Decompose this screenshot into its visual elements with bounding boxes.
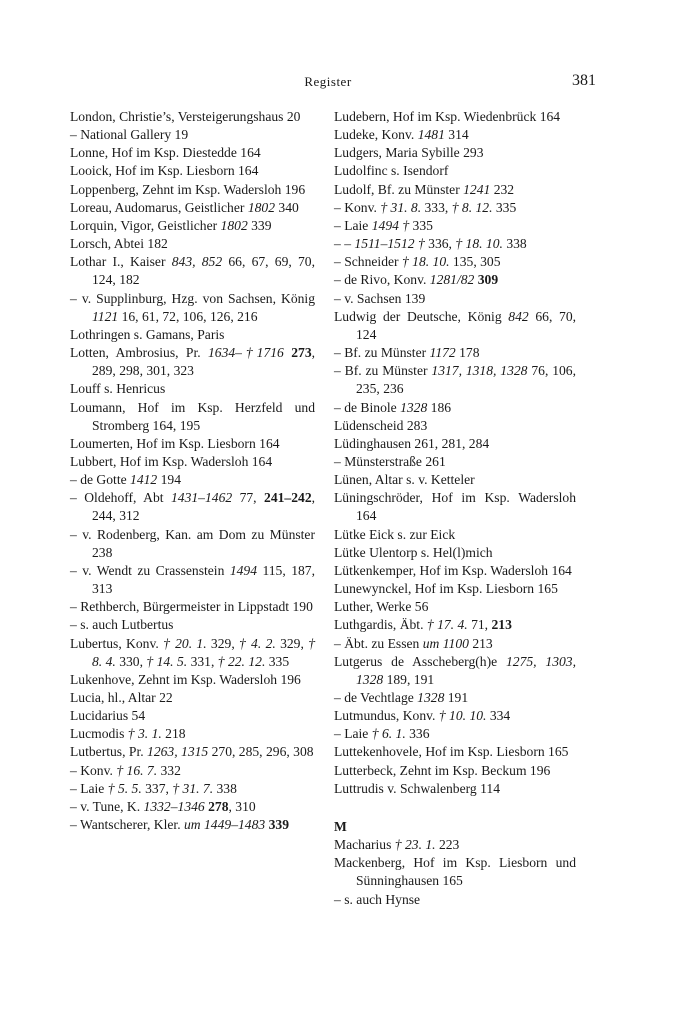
index-entry: Macharius † 23. 1. 223 — [334, 837, 460, 853]
index-entry: Lothringen s. Gamans, Paris — [70, 326, 225, 342]
index-entry: Mackenberg, Hof im Ksp. Liesborn und Sünninghausen 165 — [334, 855, 576, 889]
index-entry: – Bf. zu Münster 1317, 1318, 1328 76, 106, 235, 236 — [334, 363, 576, 397]
index-entry: Lonne, Hof im Ksp. Diestedde 164 — [70, 145, 261, 161]
index-entry: Loumerten, Hof im Ksp. Liesborn 164 — [70, 435, 280, 451]
index-entry: Lukenhove, Zehnt im Ksp. Wadersloh 196 — [70, 671, 301, 687]
index-entry: Lüdinghausen 261, 281, 284 — [334, 435, 490, 451]
index-entry: Ludolf, Bf. zu Münster 1241 232 — [334, 181, 515, 197]
index-entry: Lorquin, Vigor, Geistlicher 1802 339 — [70, 217, 272, 233]
index-entry: Luther, Werke 56 — [334, 599, 429, 615]
index-column-right — [334, 108, 576, 909]
index-entry: Lotten, Ambrosius, Pr. 1634–†1716 273, 289, 298, 301, 323 — [70, 345, 316, 379]
index-entry: Lucmodis † 3. 1. 218 — [70, 726, 186, 742]
index-entry: – Rethberch, Bürgermeister in Lippstadt 190 — [70, 599, 313, 615]
index-entry: Ludolfinc s. Isendorf — [334, 163, 449, 179]
index-entry: Lutterbeck, Zehnt im Ksp. Beckum 196 — [334, 762, 551, 778]
index-entry: – Münsterstraße 261 — [334, 453, 446, 469]
index-entry: Lorsch, Abtei 182 — [70, 236, 168, 252]
index-entry: Lucidarius 54 — [70, 708, 146, 724]
index-entry: Lubbert, Hof im Ksp. Wadersloh 164 — [70, 453, 273, 469]
index-entry: – de Rivo, Konv. 1281/82 309 — [334, 272, 499, 288]
index-entry: – v. Rodenberg, Kan. am Dom zu Münster 238 — [70, 526, 315, 560]
index-entry: – Äbt. zu Essen um 1100 213 — [334, 635, 493, 651]
index-entry: Lüdenscheid 283 — [334, 417, 428, 433]
page-number: 381 — [572, 72, 596, 89]
running-head — [0, 72, 700, 92]
index-entry: – de Vechtlage 1328 191 — [334, 690, 469, 705]
index-entry: – Bf. zu Münster 1172 178 — [334, 345, 480, 361]
index-entry: – s. auch Lutbertus — [70, 617, 174, 633]
index-entry: London, Christie’s, Versteigerungshaus 20 — [70, 109, 301, 124]
index-entry: Looick, Hof im Ksp. Liesborn 164 — [70, 163, 259, 179]
index-entry: Lutmundus, Konv. † 10. 10. 334 — [334, 708, 511, 724]
index-entry: – Laie † 6. 1. 336 — [334, 726, 430, 742]
index-entry: Lünen, Altar s. v. Ketteler — [334, 472, 475, 488]
index-entry: – v. Wendt zu Crassenstein 1494 115, 187, 313 — [70, 562, 315, 597]
running-head-title: Register — [304, 74, 352, 89]
index-entry: Ludwig der Deutsche, König 842 66, 70, 124 — [334, 308, 577, 342]
index-column-left — [70, 108, 315, 834]
section-letter: M — [334, 818, 347, 834]
index-entry: Lütkenkemper, Hof im Ksp. Wadersloh 164 — [334, 562, 572, 578]
index-entry: Lunewynckel, Hof im Ksp. Liesborn 165 — [334, 581, 558, 597]
index-entry: – Laie † 5. 5. 337, † 31. 7. 338 — [70, 780, 237, 796]
index-entry: Lothar I., Kaiser 843, 852 66, 67, 69, 70, 124, 182 — [70, 254, 315, 288]
index-entry: Lubertus, Konv. † 20. 1. 329, † 4. 2. 329, † 8. 4. 330, † 14. 5. 331, † 22. 12. 335 — [70, 635, 315, 669]
index-entry: – Konv. † 16. 7. 332 — [70, 762, 181, 778]
index-entry: Luttrudis v. Schwalenberg 114 — [334, 780, 500, 796]
index-entry: – Wantscherer, Kler. um 1449–1483 339 — [70, 817, 289, 833]
index-entry: Loreau, Audomarus, Geistlicher 1802 340 — [70, 199, 299, 215]
index-entry: Ludgers, Maria Sybille 293 — [334, 145, 484, 161]
index-entry: Loppenberg, Zehnt im Ksp. Wadersloh 196 — [70, 181, 306, 197]
index-entry: Lütke Eick s. zur Eick — [334, 526, 456, 542]
index-entry: Lucia, hl., Altar 22 — [70, 690, 173, 705]
index-entry: – Oldehoff, Abt 1431–1462 77, 241–242, 244, 312 — [70, 490, 316, 524]
index-entry: Luthgardis, Äbt. † 17. 4. 71, 213 — [334, 617, 512, 633]
index-entry: Lütke Ulentorp s. Hel(l)mich — [334, 544, 493, 560]
index-entry: – Schneider † 18. 10. 135, 305 — [334, 254, 501, 270]
index-entry: Lutgerus de Asscheberg(h)e 1275, 1303, 1328 189, 191 — [334, 653, 576, 687]
index-entry: – National Gallery 19 — [70, 127, 189, 143]
index-entry: – v. Supplinburg, Hzg. von Sachsen, König 1121 16, 61, 72, 106, 126, 216 — [70, 290, 315, 324]
index-entry: – de Gotte 1412 194 — [70, 472, 182, 488]
index-entry: Loumann, Hof im Ksp. Herzfeld und Stromberg 164, 195 — [70, 399, 315, 433]
index-entry: – v. Tune, K. 1332–1346 278, 310 — [70, 798, 256, 814]
index-entry: Ludeke, Konv. 1481 314 — [334, 127, 469, 143]
index-entry: Lüningschröder, Hof im Ksp. Wadersloh 164 — [334, 490, 576, 524]
index-entry: – s. auch Hynse — [334, 891, 421, 907]
index-entry: Louff s. Henricus — [70, 381, 166, 397]
index-entry: – Konv. † 31. 8. 333, † 8. 12. 335 — [334, 199, 517, 215]
index-entry: – Laie 1494 † 335 — [334, 217, 433, 233]
index-entry: – – 1511–1512 † 336, † 18. 10. 338 — [334, 236, 527, 252]
index-entry: – v. Sachsen 139 — [334, 290, 426, 306]
index-entry: Luttekenhovele, Hof im Ksp. Liesborn 165 — [334, 744, 569, 760]
index-entry: Ludebern, Hof im Ksp. Wiedenbrück 164 — [334, 109, 561, 124]
index-entry: Lutbertus, Pr. 1263, 1315 270, 285, 296, 308 — [70, 744, 314, 760]
index-entry: – de Binole 1328 186 — [334, 399, 452, 415]
